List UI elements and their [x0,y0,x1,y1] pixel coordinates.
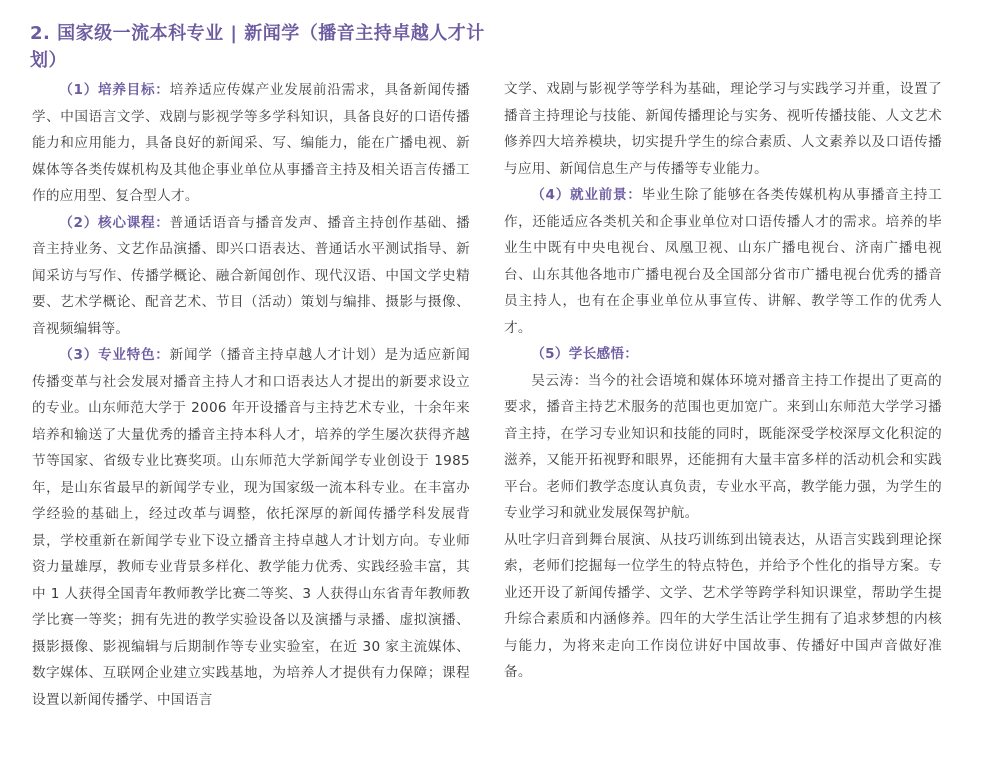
section-label: （4）就业前景： [531,187,642,203]
page-title: 2. 国家级一流本科专业 | 新闻学（播音主持卓越人才计划） [30,23,485,71]
testimonial-paragraph [504,368,942,527]
section-core-courses [32,210,470,343]
section-label: （5）学长感悟： [531,346,639,362]
section-training-goal [32,77,470,210]
section-text: 毕业生除了能够在各类传媒机构从事播音主持工作，还能适应各类机关和企事业单位对口语传播人才的需求。培养的毕业生中既有中央电视台、凤凰卫视、山东广播电视台、济南广播电视台、山东其他各地市广播电视台及全国部分省市广播电视台优秀的播音员主持人，也有在企事业单位从事宣传、讲解、教学等工作的优秀人才。 [504,187,942,336]
section-features [32,342,470,713]
section-employment [504,182,942,341]
section-features-continued [504,76,942,182]
right-column [504,76,942,686]
testimonial-paragraph [504,527,942,686]
left-column [32,77,470,713]
section-testimonial-heading [504,341,942,368]
section-label: （3）专业特色： [59,347,170,363]
section-text: 普通话语音与播音发声、播音主持创作基础、播音主持业务、文艺作品演播、即兴口语表达、普通话水平测试指导、新闻采访与写作、传播学概论、融合新闻创作、现代汉语、中国文学史精要、艺术学概论、配音艺术、节目（活动）策划与编排、摄影与摄像、音视频编辑等。 [32,214,470,337]
section-label: （1）培养目标： [59,82,170,98]
testimonial-text: 从吐字归音到舞台展演、从技巧训练到出镜表达，从语言实践到理论探索，老师们挖掘每一位学生的特点特色，并给予个性化的指导方案。专业还开设了新闻传播学、文学、艺术学等跨学科知识课堂，帮助学生提升综合素质和内涵修养。四年的大学生活让学生拥有了追求梦想的内核与能力，为将来走向工作岗位讲好中国故事、传播好中国声音做好准备。 [504,531,942,680]
section-text: 培养适应传媒产业发展前沿需求，具备新闻传播学、中国语言文学、戏剧与影视学等多学科知识，具备良好的口语传播能力和应用能力，具备良好的新闻采、写、编能力，能在广播电视、新媒体等各类传媒机构及其他企事业单位从事播音主持及相关语言传播工作的应用型、复合型人才。 [32,82,470,204]
testimonial-text: 吴云涛：当今的社会语境和媒体环境对播音主持工作提出了更高的要求，播音主持艺术服务的范围也更加宽广。来到山东师范大学学习播音主持，在学习专业知识和技能的同时，既能深受学校深厚文化积淀的滋养，又能开拓视野和眼界，还能拥有大量丰富多样的活动机会和实践平台。老师们教学态度认真负责，专业水平高，教学能力强，为学生的专业学习和就业发展保驾护航。 [504,372,942,521]
section-label: （2）核心课程： [59,214,170,231]
section-text: 文学、戏剧与影视学等学科为基础，理论学习与实践学习并重，设置了播音主持理论与技能、新闻传播理论与实务、视听传播技能、人文艺术修养四大培养模块，切实提升学生的综合素质、人文素养以及口语传播与应用、新闻信息生产与传播等专业能力。 [504,81,942,177]
section-text: 新闻学（播音主持卓越人才计划）是为适应新闻传播变革与社会发展对播音主持人才和口语表达人才提出的新要求设立的专业。山东师范大学于 2006 年开设播音与主持艺术专业，十余年来培养和输送了大量优秀的播音主持本科人才，培养的学生屡次获得齐越节等国家、省级专业比赛奖项。山东师范大学新闻学专业创设于 1985 年，是山东省最早的新闻学专业，现为国家级一流本科专业。在丰富办学经验的基础上，经过改革与调整，依托深厚的新闻传播学科发展背景，学校重新在新闻学专业下设立播音主持卓越人才计划方向。专业师资力量雄厚，教师专业背景多样化、教学能力优秀、实践经验丰富，其中 1 人获得全国青年教师教学比赛二等奖、3 人获得山东省青年教师教学比赛一等奖；拥有先进的教学实验设备以及演播与录播、虚拟演播、摄影摄像、影视编辑与后期制作等专业实验室，在近 30 家主流媒体、数字媒体、互联网企业建立实践基地，为培养人才提供有力保障；课程设置以新闻传播学、中国语言 [32,347,470,708]
